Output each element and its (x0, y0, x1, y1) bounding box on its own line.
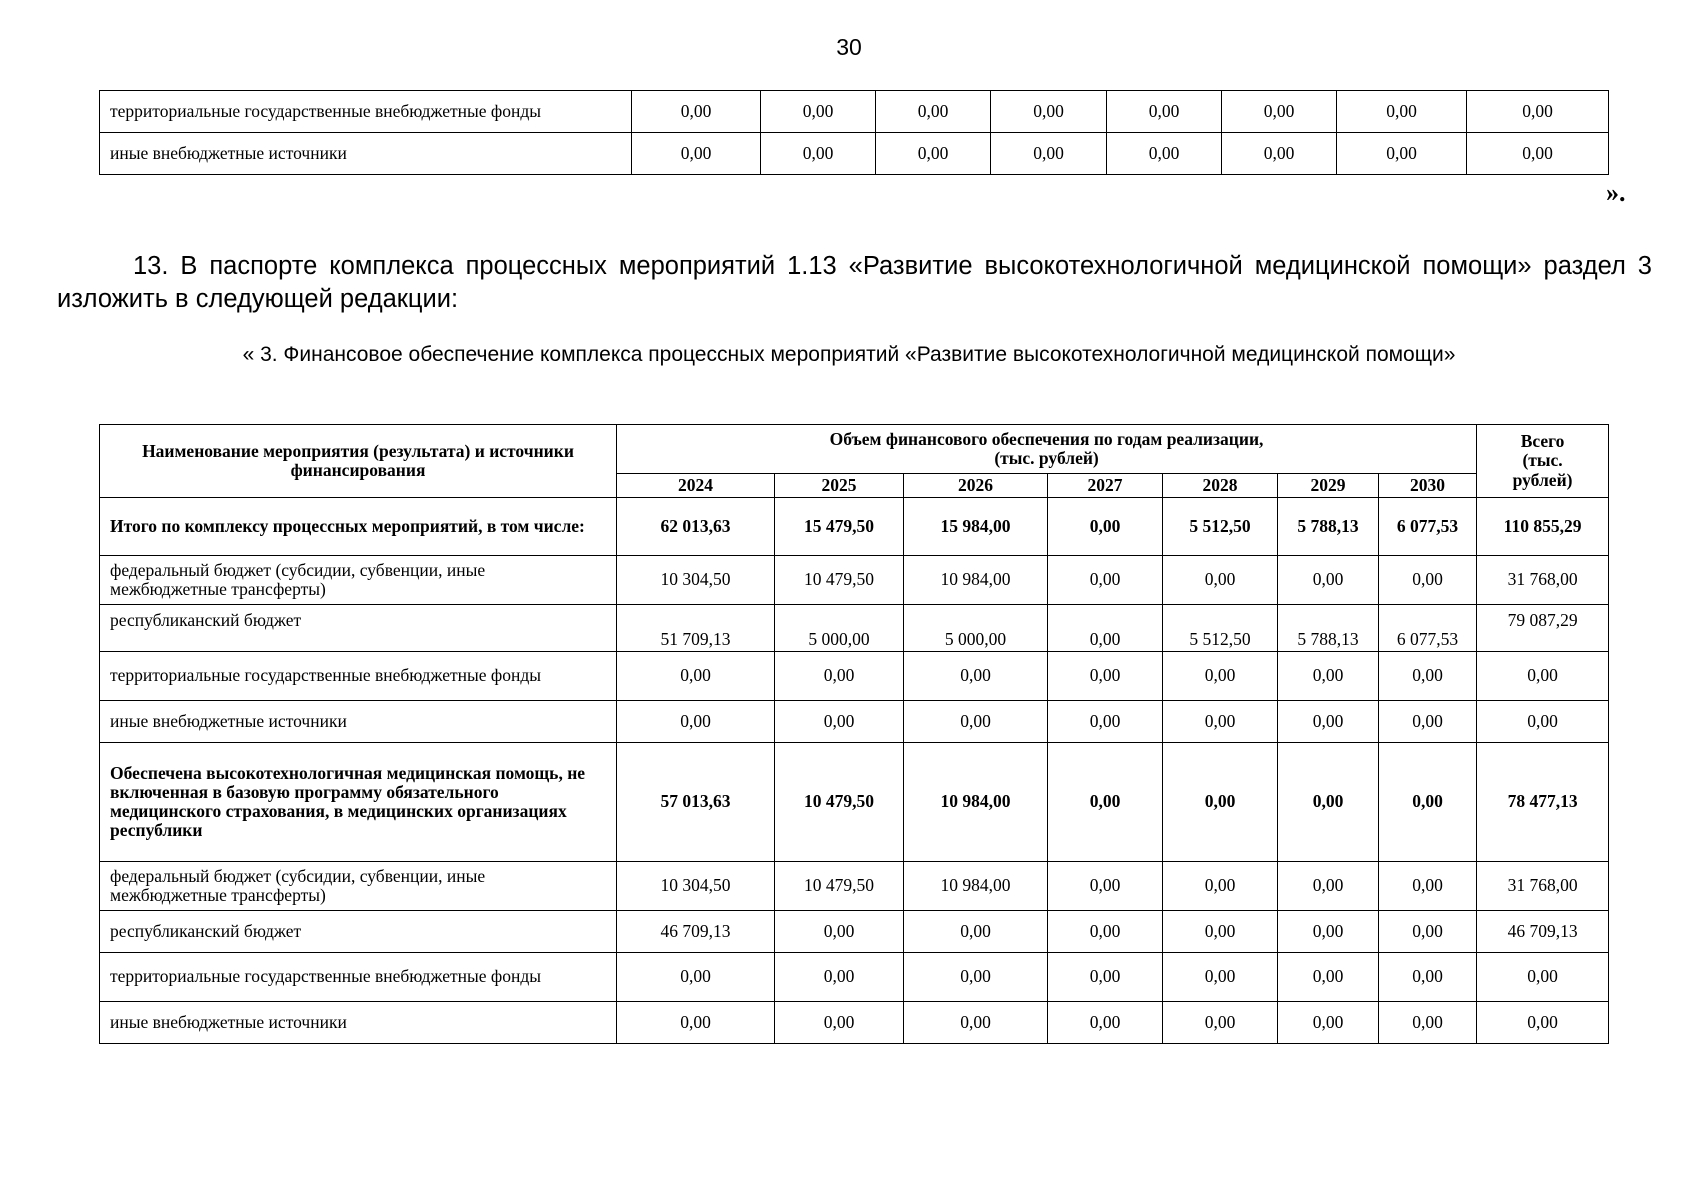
header-year: 2029 (1278, 474, 1379, 498)
cell-value: 0,00 (1163, 953, 1278, 1002)
cell-value: 0,00 (761, 91, 876, 133)
cell-value: 110 855,29 (1477, 498, 1609, 556)
cell-value: 0,00 (1163, 743, 1278, 862)
cell-value: 0,00 (1379, 1002, 1477, 1044)
cell-value: 31 768,00 (1477, 862, 1609, 911)
row-label: Итого по комплексу процессных мероприятий, в том числе: (100, 498, 617, 556)
cell-value: 5 512,50 (1163, 605, 1278, 652)
table-row (100, 605, 1609, 652)
cell-value: 0,00 (775, 1002, 904, 1044)
table-row (100, 862, 1609, 911)
cell-value: 0,00 (1107, 133, 1222, 175)
cell-value: 62 013,63 (617, 498, 775, 556)
cell-value: 15 984,00 (904, 498, 1048, 556)
amendment-paragraph: 13. В паспорте комплекса процессных мероприятий 1.13 «Развитие высокотехнологичной медицинской помощи» раздел 3 изложить в следующей редакции: (57, 252, 1652, 313)
header-year: 2025 (775, 474, 904, 498)
cell-value: 0,00 (617, 953, 775, 1002)
cell-value: 0,00 (1477, 701, 1609, 743)
header-total (1477, 425, 1609, 498)
cell-value: 0,00 (876, 133, 991, 175)
cell-value: 0,00 (904, 1002, 1048, 1044)
cell-value: 10 479,50 (775, 556, 904, 605)
cell-value: 0,00 (991, 133, 1107, 175)
row-label: федеральный бюджет (субсидии, субвенции, иные межбюджетные трансферты) (100, 556, 617, 605)
cell-value: 5 000,00 (775, 605, 904, 652)
table-row (100, 91, 1609, 133)
cell-value: 0,00 (1163, 701, 1278, 743)
cell-value: 5 788,13 (1278, 605, 1379, 652)
cell-value: 0,00 (1477, 953, 1609, 1002)
header-year: 2028 (1163, 474, 1278, 498)
cell-value: 0,00 (1048, 862, 1163, 911)
cell-value: 46 709,13 (1477, 911, 1609, 953)
cell-value: 0,00 (775, 953, 904, 1002)
cell-value: 10 479,50 (775, 862, 904, 911)
cell-value: 0,00 (1048, 556, 1163, 605)
cell-value: 78 477,13 (1477, 743, 1609, 862)
cell-value: 0,00 (1278, 1002, 1379, 1044)
cell-value: 0,00 (1278, 953, 1379, 1002)
row-label: иные внебюджетные источники (100, 701, 617, 743)
cell-value: 0,00 (1048, 1002, 1163, 1044)
header-year: 2027 (1048, 474, 1163, 498)
row-label: территориальные государственные внебюджетные фонды (100, 953, 617, 1002)
cell-value: 10 984,00 (904, 743, 1048, 862)
row-label: республиканский бюджет (100, 605, 617, 652)
header-name-column: Наименование мероприятия (результата) и источники финансирования (100, 425, 617, 498)
cell-value: 0,00 (1379, 743, 1477, 862)
section-subtitle: « 3. Финансовое обеспечение комплекса процессных мероприятий «Развитие высокотехнологичной медицинской помощи» (242, 343, 1456, 366)
cell-value: 10 984,00 (904, 862, 1048, 911)
cell-value: 0,00 (1048, 911, 1163, 953)
row-label: иные внебюджетные источники (100, 133, 632, 175)
cell-value: 0,00 (1048, 953, 1163, 1002)
table-row (100, 556, 1609, 605)
cell-value: 0,00 (1467, 133, 1609, 175)
cell-value: 0,00 (617, 652, 775, 701)
cell-value: 0,00 (775, 911, 904, 953)
table-row (100, 133, 1609, 175)
header-year: 2024 (617, 474, 775, 498)
header-total-line3: рублей) (1512, 469, 1573, 490)
cell-value: 5 788,13 (1278, 498, 1379, 556)
cell-value: 0,00 (1379, 701, 1477, 743)
cell-value: 0,00 (1107, 91, 1222, 133)
cell-value: 0,00 (1278, 652, 1379, 701)
cell-value: 0,00 (1163, 652, 1278, 701)
cell-value: 46 709,13 (617, 911, 775, 953)
cell-value: 0,00 (1163, 911, 1278, 953)
cell-value: 6 077,53 (1379, 605, 1477, 652)
cell-value: 0,00 (617, 701, 775, 743)
row-label: иные внебюджетные источники (100, 1002, 617, 1044)
cell-value: 0,00 (1477, 1002, 1609, 1044)
cell-value: 0,00 (1337, 133, 1467, 175)
row-label: территориальные государственные внебюджетные фонды (100, 652, 617, 701)
cell-value: 0,00 (876, 91, 991, 133)
cell-value: 15 479,50 (775, 498, 904, 556)
cell-value: 0,00 (904, 701, 1048, 743)
cell-value: 0,00 (1048, 743, 1163, 862)
cell-value: 0,00 (904, 953, 1048, 1002)
cell-value: 6 077,53 (1379, 498, 1477, 556)
cell-value: 51 709,13 (617, 605, 775, 652)
cell-value: 0,00 (1278, 556, 1379, 605)
page-number: 30 (836, 34, 862, 60)
continued-financing-table (99, 90, 1609, 175)
cell-value: 10 304,50 (617, 556, 775, 605)
header-volume-line2: (тыс. рублей) (994, 448, 1099, 468)
cell-value: 0,00 (1163, 556, 1278, 605)
cell-value: 0,00 (1379, 556, 1477, 605)
cell-value: 0,00 (1477, 652, 1609, 701)
cell-value: 5 000,00 (904, 605, 1048, 652)
cell-value: 0,00 (1278, 743, 1379, 862)
cell-value: 31 768,00 (1477, 556, 1609, 605)
row-label: федеральный бюджет (субсидии, субвенции, иные межбюджетные трансферты) (100, 862, 617, 911)
row-label: территориальные государственные внебюджетные фонды (100, 91, 632, 133)
cell-value: 0,00 (1048, 498, 1163, 556)
table-row (100, 1002, 1609, 1044)
closing-quote: ». (1606, 178, 1626, 207)
table-header-row (100, 425, 1609, 474)
financing-table (99, 424, 1609, 1044)
cell-value: 0,00 (1048, 652, 1163, 701)
cell-value: 10 304,50 (617, 862, 775, 911)
cell-value: 0,00 (904, 652, 1048, 701)
header-volume (617, 425, 1477, 474)
table-row (100, 498, 1609, 556)
cell-value: 0,00 (632, 91, 761, 133)
cell-value: 0,00 (1379, 652, 1477, 701)
table-row (100, 701, 1609, 743)
cell-value: 0,00 (1278, 701, 1379, 743)
cell-value: 0,00 (991, 91, 1107, 133)
table-row (100, 652, 1609, 701)
cell-value: 0,00 (1337, 91, 1467, 133)
header-year: 2030 (1379, 474, 1477, 498)
cell-value: 10 984,00 (904, 556, 1048, 605)
row-label: республиканский бюджет (100, 911, 617, 953)
table-row (100, 953, 1609, 1002)
cell-value: 0,00 (1048, 605, 1163, 652)
cell-value: 10 479,50 (775, 743, 904, 862)
cell-value: 0,00 (1379, 862, 1477, 911)
cell-value: 0,00 (1379, 953, 1477, 1002)
header-volume-line1: Объем финансового обеспечения по годам реализации, (829, 428, 1264, 449)
header-total-line1: Всего (1520, 431, 1565, 452)
cell-value: 57 013,63 (617, 743, 775, 862)
cell-value: 0,00 (1222, 133, 1337, 175)
table-row (100, 743, 1609, 862)
cell-value: 0,00 (1379, 911, 1477, 953)
cell-value: 0,00 (1278, 862, 1379, 911)
cell-value: 0,00 (1048, 701, 1163, 743)
cell-value: 0,00 (1222, 91, 1337, 133)
cell-value: 0,00 (632, 133, 761, 175)
cell-value: 0,00 (904, 911, 1048, 953)
cell-value: 0,00 (1278, 911, 1379, 953)
table-row (100, 911, 1609, 953)
cell-value: 0,00 (617, 1002, 775, 1044)
cell-value: 0,00 (1163, 1002, 1278, 1044)
cell-value: 5 512,50 (1163, 498, 1278, 556)
cell-value: 79 087,29 (1477, 605, 1609, 652)
row-label: Обеспечена высокотехнологичная медицинская помощь, не включенная в базовую программу обязательного медицинского страхования, в медицинских организациях республики (100, 743, 617, 862)
cell-value: 0,00 (1467, 91, 1609, 133)
cell-value: 0,00 (1163, 862, 1278, 911)
cell-value: 0,00 (775, 652, 904, 701)
header-year: 2026 (904, 474, 1048, 498)
header-total-line2: (тыс. (1522, 450, 1563, 471)
cell-value: 0,00 (775, 701, 904, 743)
cell-value: 0,00 (761, 133, 876, 175)
